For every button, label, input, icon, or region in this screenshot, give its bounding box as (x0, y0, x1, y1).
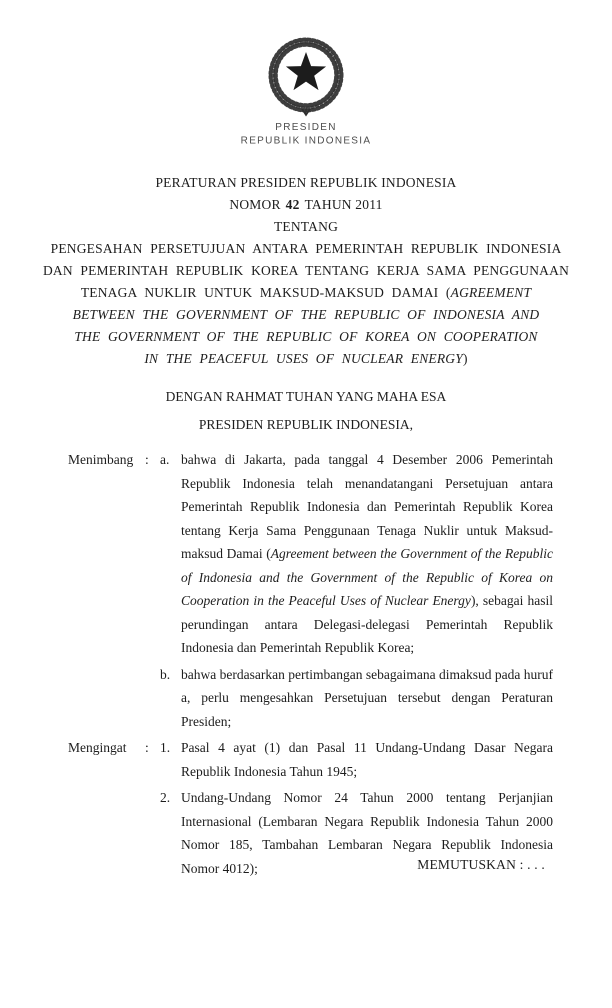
item-marker: 2. (160, 790, 171, 805)
nomor-label: NOMOR (229, 197, 281, 212)
subject-line-3: TENAGA NUKLIR UNTUK MAKSUD-MAKSUD DAMAI (AGREEMENT (80, 285, 532, 300)
menimbang-clause (68, 448, 553, 736)
regulation-number (28, 194, 584, 216)
clauses (68, 448, 553, 883)
subject-line-1: PENGESAHAN PERSETUJUAN ANTARA PEMERINTAH REPUBLIK INDONESIA (50, 241, 562, 256)
menimbang-item-b (160, 663, 553, 734)
wreath-star-emblem (263, 36, 349, 120)
subject-line-2: DAN PEMERINTAH REPUBLIK KOREA TENTANG KERJA SAMA PENGGUNAAN (42, 263, 570, 278)
nomor-value: 42 (285, 197, 300, 212)
memutuskan-continuation: MEMUTUSKAN : . . . (417, 857, 545, 872)
tentang-label: TENTANG (273, 219, 339, 234)
regulation-title: PERATURAN PRESIDEN REPUBLIK INDONESIA (155, 175, 457, 190)
clause-colon: : (145, 452, 149, 467)
subject-line-5: THE GOVERNMENT OF THE REPUBLIC OF KOREA ON COOPERATION (74, 329, 538, 344)
subject-line-4: BETWEEN THE GOVERNMENT OF THE REPUBLIC OF INDONESIA AND (72, 307, 540, 322)
item-marker: 1. (160, 740, 171, 755)
subject-line-6: IN THE PEACEFUL USES OF NUCLEAR ENERGY) (144, 351, 468, 366)
item-text: Undang-Undang Nomor 24 Tahun 2000 tentang Perjanjian Internasional (Lembaran Negara Republik Indonesia Tahun 2000 Nomor 185, Tambahan Lembaran Negara Republik Indonesia Nomor 4012); (181, 790, 553, 876)
presidential-seal (0, 36, 612, 147)
item-text: bahwa berdasarkan pertimbangan sebagaimana dimaksud pada huruf a, perlu mengesahkan Persetujuan tersebut dengan Peraturan Presiden; (181, 666, 553, 729)
nomor-year: TAHUN 2011 (304, 197, 383, 212)
seal-caption-line2: REPUBLIK INDONESIA (240, 135, 372, 147)
clause-colon: : (145, 740, 149, 755)
mengingat-item-1 (160, 736, 553, 783)
seal-caption-line1: PRESIDEN (275, 121, 337, 133)
item-marker: a. (160, 452, 170, 467)
clause-label: Mengingat (68, 740, 127, 755)
invocation-line: DENGAN RAHMAT TUHAN YANG MAHA ESA (165, 389, 447, 404)
clause-label: Menimbang (68, 452, 134, 467)
title-block (28, 172, 584, 370)
menimbang-items (160, 448, 553, 736)
item-text: bahwa di Jakarta, pada tanggal 4 Desember 2006 Pemerintah Republik Indonesia telah menandatangani Persetujuan antara Pemerintah Republik Indonesia dan Pemerintah Republik Korea tentang Kerja Sama Penggunaan Tenaga Nuklir untuk Maksud-maksud Damai (Agreement between the Government of the Republic of Indonesia and the Government of the Republic of Korea on Cooperation in the Peaceful Uses of Nuclear Energy), sebagai hasil perundingan antara Delegasi-delegasi Pemerintah Republik Indonesia dan Pemerintah Republik Korea; (181, 452, 553, 655)
seal-caption (0, 120, 612, 147)
item-text: Pasal 4 ayat (1) dan Pasal 11 Undang-Undang Dasar Negara Republik Indonesia Tahun 1945; (181, 740, 553, 779)
star-icon (286, 52, 326, 90)
issuer-line: PRESIDEN REPUBLIK INDONESIA, (198, 417, 414, 432)
invocation-block (0, 389, 612, 433)
item-marker: b. (160, 666, 171, 682)
menimbang-item-a (160, 448, 553, 660)
